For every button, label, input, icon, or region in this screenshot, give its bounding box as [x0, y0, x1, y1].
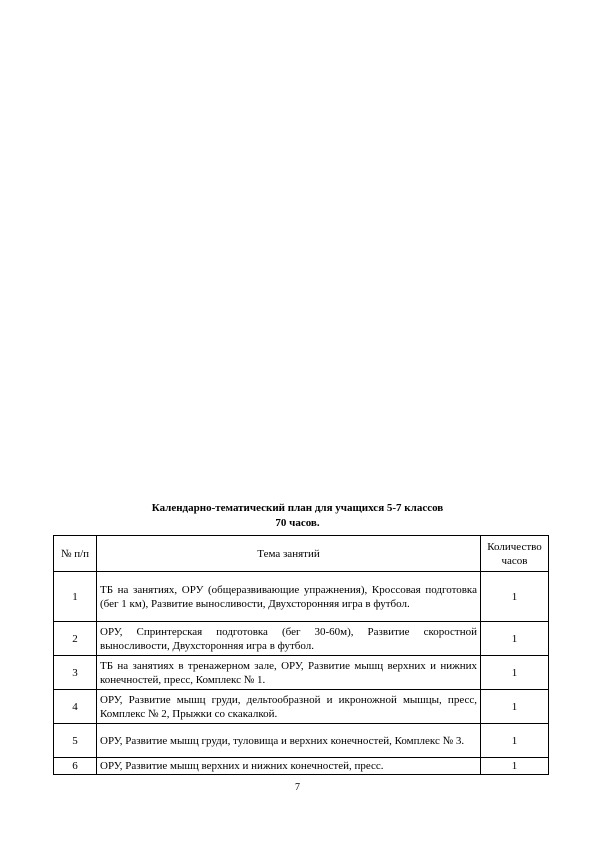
row-topic: ОРУ, Спринтерская подготовка (бег 30-60м), Развитие скоростной выносливости, Двухсторонняя игра в футбол.: [97, 622, 481, 656]
row-hours: 1: [481, 690, 549, 724]
row-hours: 1: [481, 656, 549, 690]
row-number: 5: [54, 724, 97, 758]
plan-table: [53, 535, 549, 775]
row-hours: 1: [481, 622, 549, 656]
document-title: Календарно-тематический план для учащихся 5-7 классов: [151, 502, 444, 514]
row-topic: ОРУ, Развитие мышц верхних и нижних конечностей, пресс.: [97, 758, 481, 775]
row-number: 1: [54, 572, 97, 622]
header-number: № п/п: [54, 536, 97, 572]
row-hours: 1: [481, 724, 549, 758]
table-header-row: [54, 536, 549, 572]
table-row: [54, 622, 549, 656]
row-number: 6: [54, 758, 97, 775]
row-topic: ТБ на занятиях, ОРУ (общеразвивающие упражнения), Кроссовая подготовка (бег 1 км), Развитие выносливости, Двухсторонняя игра в футбол.: [97, 572, 481, 622]
row-hours: 1: [481, 758, 549, 775]
row-topic: ОРУ, Развитие мышц груди, туловища и верхних конечностей, Комплекс № 3.: [97, 724, 481, 758]
document-subtitle: 70 часов.: [275, 517, 320, 529]
table-row: [54, 724, 549, 758]
row-number: 4: [54, 690, 97, 724]
row-topic: ОРУ, Развитие мышц груди, дельтообразной и икроножной мышцы, пресс, Комплекс № 2, Прыжки со скакалкой.: [97, 690, 481, 724]
row-number: 2: [54, 622, 97, 656]
table-row: [54, 758, 549, 775]
header-topic: Тема занятий: [97, 536, 481, 572]
row-topic: ТБ на занятиях в тренажерном зале, ОРУ, Развитие мышц верхних и нижних конечностей, пресс, Комплекс № 1.: [97, 656, 481, 690]
table-row: [54, 690, 549, 724]
table-row: [54, 572, 549, 622]
table-row: [54, 656, 549, 690]
header-hours: Количество часов: [481, 536, 549, 572]
row-number: 3: [54, 656, 97, 690]
row-hours: 1: [481, 572, 549, 622]
page-number: 7: [295, 782, 300, 793]
